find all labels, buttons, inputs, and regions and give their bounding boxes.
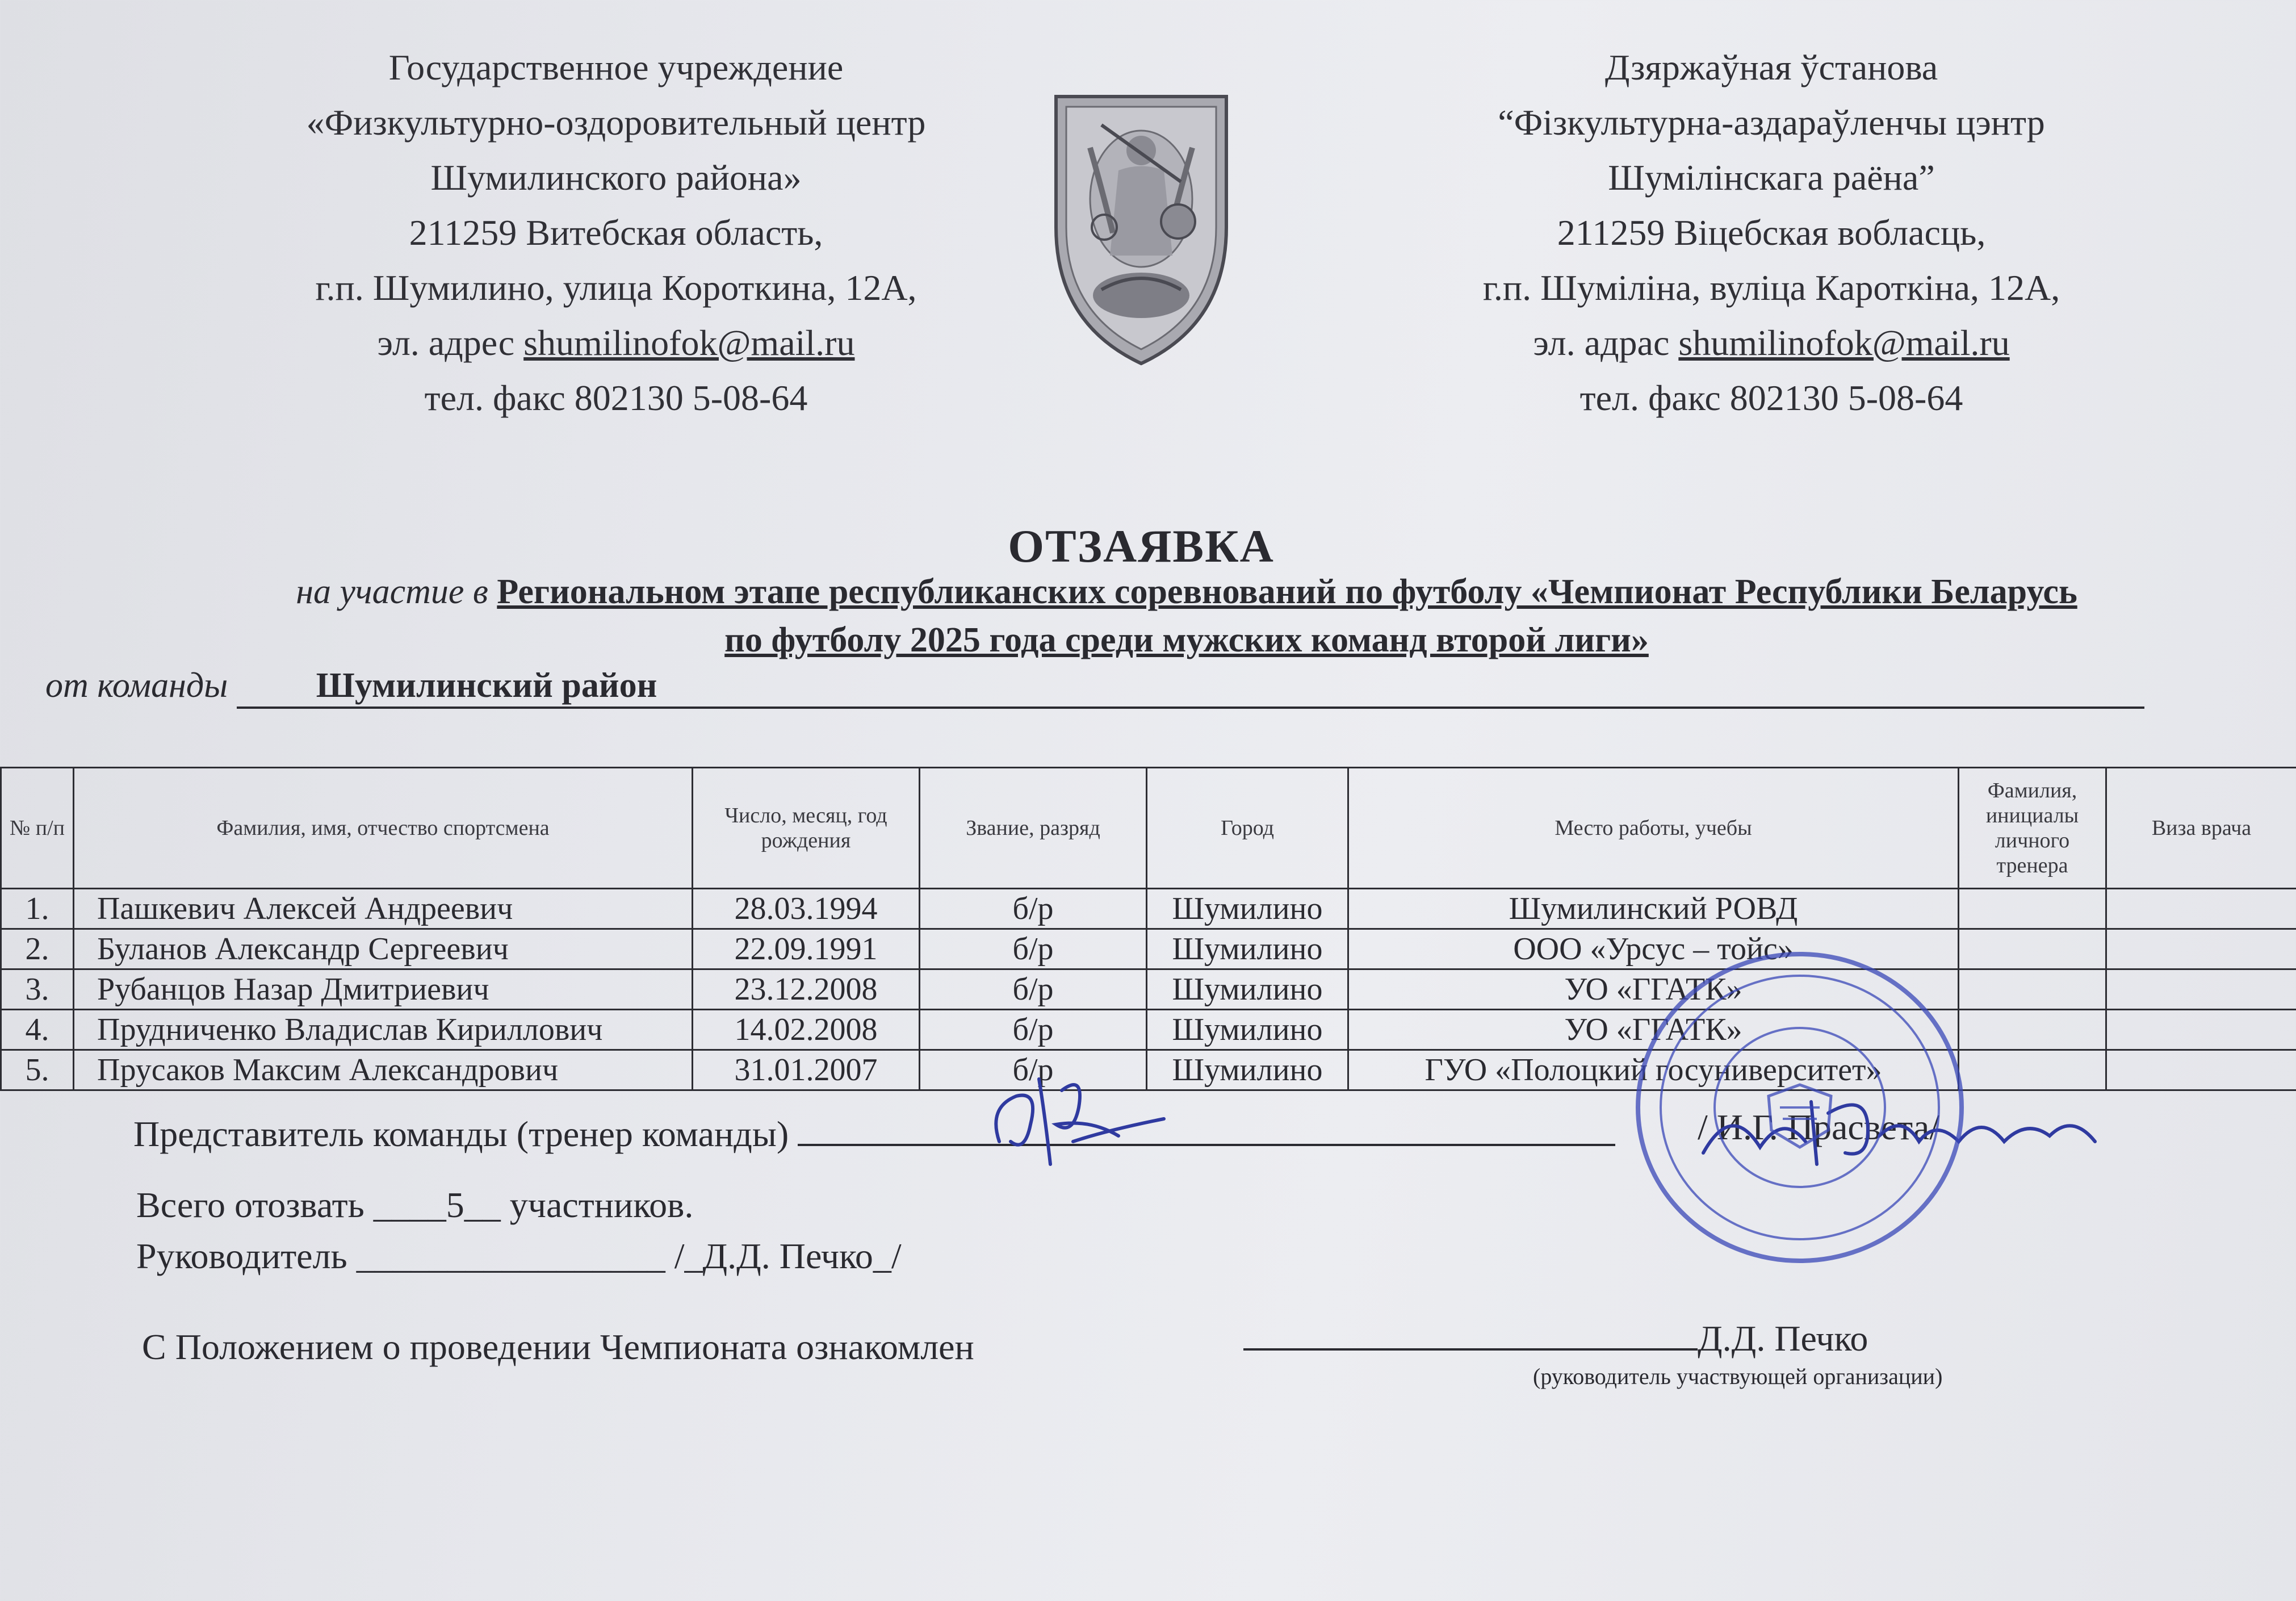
- cell-birth: 22.09.1991: [693, 929, 920, 969]
- cell-name: Рубанцов Назар Дмитриевич: [74, 969, 693, 1010]
- acknowledgement-name: Д.Д. Печко: [1698, 1318, 1868, 1358]
- cell-num: 3.: [1, 969, 74, 1010]
- cell-rank: б/р: [920, 1050, 1147, 1090]
- header-left-line5: г.п. Шумилино, улица Короткина, 12А,: [315, 267, 917, 308]
- table-row: [1, 889, 2296, 929]
- header-right-line1: Дзяржаўная ўстанова: [1604, 47, 1938, 87]
- cell-visa: [2106, 1050, 2296, 1090]
- official-stamp: [1629, 943, 1970, 1272]
- cell-visa: [2106, 889, 2296, 929]
- representative-name: / И.Г. Прасвета/: [1698, 1107, 1939, 1147]
- cell-coach: [1959, 889, 2106, 929]
- cell-rank: б/р: [920, 889, 1147, 929]
- header-name: Фамилия, имя, отчество спортсмена: [74, 768, 693, 889]
- team-line: [45, 664, 2203, 709]
- subject-line1: Региональном этапе республиканских соревнований по футболу «Чемпионат Республики Беларусь: [497, 572, 2077, 611]
- cell-rank: б/р: [920, 929, 1147, 969]
- header-left-line1: Государственное учреждение: [388, 47, 844, 87]
- header-right-line4: 211259 Віцебская вобласць,: [1557, 212, 1986, 253]
- cell-birth: 23.12.2008: [693, 969, 920, 1010]
- header-rank: Звание, разряд: [920, 768, 1147, 889]
- subject-line2: по футболу 2025 года среди мужских команд второй лиги»: [724, 621, 1649, 659]
- header-left: [170, 40, 1062, 425]
- coat-of-arms-emblem: [1050, 85, 1232, 369]
- cell-visa: [2106, 969, 2296, 1010]
- table-header-row: [1, 768, 2296, 889]
- acknowledgement-caption: (руководитель участвующей организации): [1533, 1364, 1943, 1389]
- cell-rank: б/р: [920, 969, 1147, 1010]
- header-num: № п/п: [1, 768, 74, 889]
- coach-handwritten-signature: [977, 1056, 1170, 1176]
- cell-birth: 28.03.1994: [693, 889, 920, 929]
- team-name: Шумилинский район: [237, 664, 2144, 709]
- cell-city: Шумилино: [1147, 1050, 1348, 1090]
- header-birth: Число, месяц, год рождения: [693, 768, 920, 889]
- cell-work: ГУО «Полоцкий госуниверситет»: [1348, 1050, 1959, 1090]
- cell-city: Шумилино: [1147, 969, 1348, 1010]
- team-lead: от команды: [45, 666, 237, 705]
- email-label: эл. адрас: [1533, 323, 1679, 363]
- header-right-phone: тел. факс 802130 5-08-64: [1579, 378, 1963, 418]
- email-label: эл. адрес: [377, 323, 524, 363]
- cell-name: Буланов Александр Сергеевич: [74, 929, 693, 969]
- acknowledgement-blank: [1243, 1320, 1698, 1351]
- cell-birth: 14.02.2008: [693, 1010, 920, 1050]
- acknowledgement-text: С Положением о проведении Чемпионата ознакомлен: [142, 1327, 974, 1367]
- header-right: [1323, 40, 2220, 425]
- representative-line: [133, 1113, 1615, 1155]
- cell-work: УО «ГГАТК»: [1348, 969, 1959, 1010]
- representative-signature-blank: [798, 1115, 1615, 1146]
- cell-name: Прусаков Максим Александрович: [74, 1050, 693, 1090]
- cell-work: ООО «Урсус – тойс»: [1348, 929, 1959, 969]
- total-participants: Всего отозвать ____5__ участников.: [136, 1185, 694, 1225]
- cell-city: Шумилино: [1147, 889, 1348, 929]
- representative-label: Представитель команды (тренер команды): [133, 1114, 798, 1154]
- cell-coach: [1959, 929, 2106, 969]
- header-left-email-line: [170, 315, 1062, 370]
- cell-name: Прудниченко Владислав Кириллович: [74, 1010, 693, 1050]
- cell-num: 4.: [1, 1010, 74, 1050]
- header-right-line2: “Фізкультурна-аздараўленчы цэнтр: [1498, 102, 2045, 143]
- header-work: Место работы, учебы: [1348, 768, 1959, 889]
- cell-rank: б/р: [920, 1010, 1147, 1050]
- header-visa: Виза врача: [2106, 768, 2296, 889]
- cell-birth: 31.01.2007: [693, 1050, 920, 1090]
- cell-work: Шумилинский РОВД: [1348, 889, 1959, 929]
- cell-coach: [1959, 1010, 2106, 1050]
- cell-num: 1.: [1, 889, 74, 929]
- header-left-line3: Шумилинского района»: [430, 157, 802, 198]
- cell-num: 2.: [1, 929, 74, 969]
- cell-visa: [2106, 1010, 2296, 1050]
- header-left-line2: «Физкультурно-оздоровительный центр: [306, 102, 926, 143]
- cell-name: Пашкевич Алексей Андреевич: [74, 889, 693, 929]
- header-right-email-line: [1323, 315, 2220, 370]
- document-subject: [148, 568, 2226, 664]
- document-title: ОТЗАЯВКА: [1008, 520, 1275, 572]
- subject-lead: на участие в: [296, 572, 497, 611]
- header-city: Город: [1147, 768, 1348, 889]
- header-right-line3: Шумілінскага раёна”: [1608, 157, 1935, 198]
- email-link[interactable]: shumilinofok@mail.ru: [1678, 323, 2010, 363]
- header-coach: Фамилия, инициалы личного тренера: [1959, 768, 2106, 889]
- acknowledgement-signature: [1243, 1318, 1868, 1360]
- cell-num: 5.: [1, 1050, 74, 1090]
- header-left-phone: тел. факс 802130 5-08-64: [424, 378, 808, 418]
- header-right-line5: г.п. Шуміліна, вуліца Кароткіна, 12А,: [1482, 267, 2060, 308]
- cell-coach: [1959, 969, 2106, 1010]
- email-link[interactable]: shumilinofok@mail.ru: [523, 323, 855, 363]
- cell-city: Шумилино: [1147, 1010, 1348, 1050]
- head-signature-line: Руководитель _________________ /_Д.Д. Печко_/: [136, 1236, 902, 1276]
- cell-work: УО «ГГАТК»: [1348, 1010, 1959, 1050]
- cell-visa: [2106, 929, 2296, 969]
- cell-city: Шумилино: [1147, 929, 1348, 969]
- header-left-line4: 211259 Витебская область,: [409, 212, 823, 253]
